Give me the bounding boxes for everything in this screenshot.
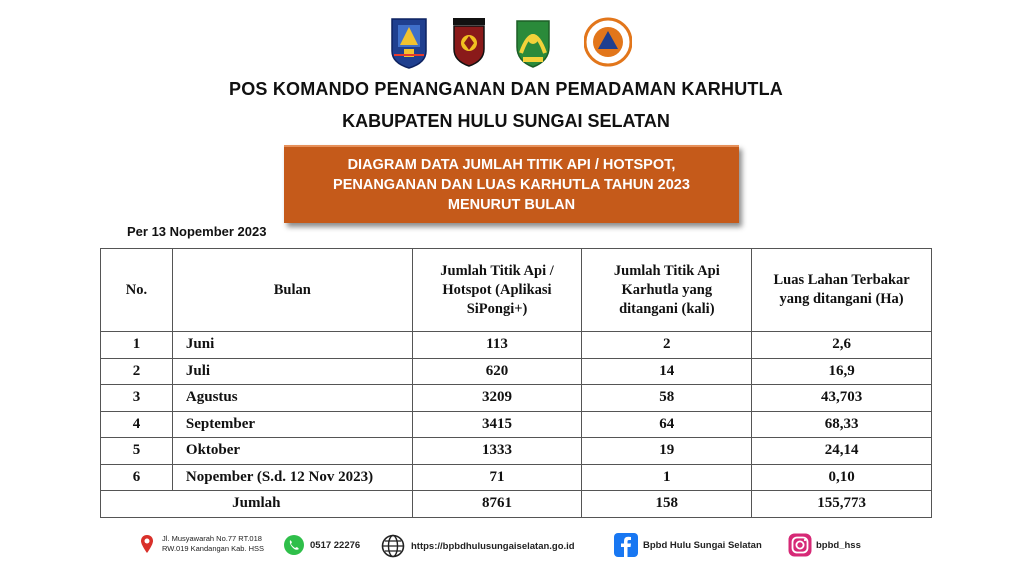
banner-line: DIAGRAM DATA JUMLAH TITIK API / HOTSPOT, xyxy=(347,157,676,173)
banner-line: PENANGANAN DAN LUAS KARHUTLA TAHUN 2023 xyxy=(333,177,690,193)
cell-bulan: Juli xyxy=(172,358,412,385)
header-area-line: Luas Lahan Terbakar xyxy=(773,272,910,288)
footer-facebook xyxy=(614,533,762,557)
table-header-row xyxy=(101,249,932,332)
footer-address xyxy=(140,534,264,554)
instagram-link[interactable]: bpbd_hss xyxy=(816,539,861,551)
cell-handled: 14 xyxy=(582,358,752,385)
header-hotspot-line: Jumlah Titik Api / xyxy=(440,262,554,279)
cell-hotspot: 113 xyxy=(412,332,582,359)
globe-icon xyxy=(381,534,405,558)
table-row xyxy=(101,438,932,465)
cell-hotspot: 3209 xyxy=(412,385,582,412)
bpbd-emblem-icon xyxy=(584,17,632,67)
cell-total-label: Jumlah xyxy=(101,491,413,518)
footer-instagram xyxy=(788,533,861,557)
cell-bulan: September xyxy=(172,411,412,438)
regency-emblem-icon xyxy=(513,17,553,69)
header-handled-line: Karhutla yang xyxy=(621,281,713,298)
cell-handled: 2 xyxy=(582,332,752,359)
header-area-line: yang ditangani (Ha) xyxy=(779,291,904,307)
cell-no: 1 xyxy=(101,332,173,359)
table-row xyxy=(101,464,932,491)
cell-area: 16,9 xyxy=(752,358,932,385)
website-link[interactable]: https://bpbdhulusungaiselatan.go.id xyxy=(411,540,575,552)
cell-total-handled: 158 xyxy=(582,491,752,518)
header-handled-line: ditangani (kali) xyxy=(619,300,715,317)
cell-area: 24,14 xyxy=(752,438,932,465)
cell-handled: 19 xyxy=(582,438,752,465)
cell-handled: 1 xyxy=(582,464,752,491)
table-total-row xyxy=(101,491,932,518)
data-table xyxy=(100,248,932,518)
cell-total-area: 155,773 xyxy=(752,491,932,518)
cell-area: 2,6 xyxy=(752,332,932,359)
provincial-emblem-icon xyxy=(390,17,428,69)
cell-no: 2 xyxy=(101,358,173,385)
cell-hotspot: 3415 xyxy=(412,411,582,438)
header-hotspot-line: Hotspot (Aplikasi xyxy=(442,281,552,298)
page-subtitle: KABUPATEN HULU SUNGAI SELATAN xyxy=(342,111,670,131)
cell-bulan: Agustus xyxy=(172,385,412,412)
cell-area: 0,10 xyxy=(752,464,932,491)
cell-hotspot: 1333 xyxy=(412,438,582,465)
title-banner xyxy=(284,145,739,223)
cell-bulan: Juni xyxy=(172,332,412,359)
header-handled-line: Jumlah Titik Api xyxy=(613,262,720,279)
location-pin-icon xyxy=(140,534,154,554)
whatsapp-icon xyxy=(283,534,305,556)
address-line: Jl. Musyawarah No.77 RT.018 xyxy=(162,534,262,543)
report-date: Per 13 Nopember 2023 xyxy=(127,224,267,239)
cell-bulan: Oktober xyxy=(172,438,412,465)
header-area xyxy=(752,249,932,332)
address-line: RW.019 Kandangan Kab. HSS xyxy=(162,544,265,553)
cell-hotspot: 71 xyxy=(412,464,582,491)
header-hotspot xyxy=(412,249,582,332)
page-title: POS KOMANDO PENANGANAN DAN PEMADAMAN KARHUTLA xyxy=(229,79,783,99)
banner-line: MENURUT BULAN xyxy=(447,197,576,213)
table-row xyxy=(101,411,932,438)
header-no: No. xyxy=(101,249,173,332)
table-row xyxy=(101,385,932,412)
cell-handled: 58 xyxy=(582,385,752,412)
cell-total-hotspot: 8761 xyxy=(412,491,582,518)
cell-no: 4 xyxy=(101,411,173,438)
logo-bar xyxy=(0,17,1024,71)
cell-no: 5 xyxy=(101,438,173,465)
footer-phone xyxy=(283,534,360,556)
cell-area: 43,703 xyxy=(752,385,932,412)
facebook-link[interactable]: Bpbd Hulu Sungai Selatan xyxy=(643,539,762,551)
footer xyxy=(0,530,1024,564)
footer-website xyxy=(381,534,575,558)
instagram-icon xyxy=(788,533,812,557)
cell-no: 6 xyxy=(101,464,173,491)
police-emblem-icon xyxy=(452,17,486,67)
cell-bulan: Nopember (S.d. 12 Nov 2023) xyxy=(172,464,412,491)
cell-handled: 64 xyxy=(582,411,752,438)
phone-number: 0517 22276 xyxy=(310,539,361,551)
table-row xyxy=(101,358,932,385)
cell-no: 3 xyxy=(101,385,173,412)
header-handled xyxy=(582,249,752,332)
cell-hotspot: 620 xyxy=(412,358,582,385)
cell-area: 68,33 xyxy=(752,411,932,438)
table-row xyxy=(101,332,932,359)
header-hotspot-line: SiPongi+) xyxy=(466,300,528,317)
header-bulan: Bulan xyxy=(172,249,412,332)
facebook-icon xyxy=(614,533,638,557)
